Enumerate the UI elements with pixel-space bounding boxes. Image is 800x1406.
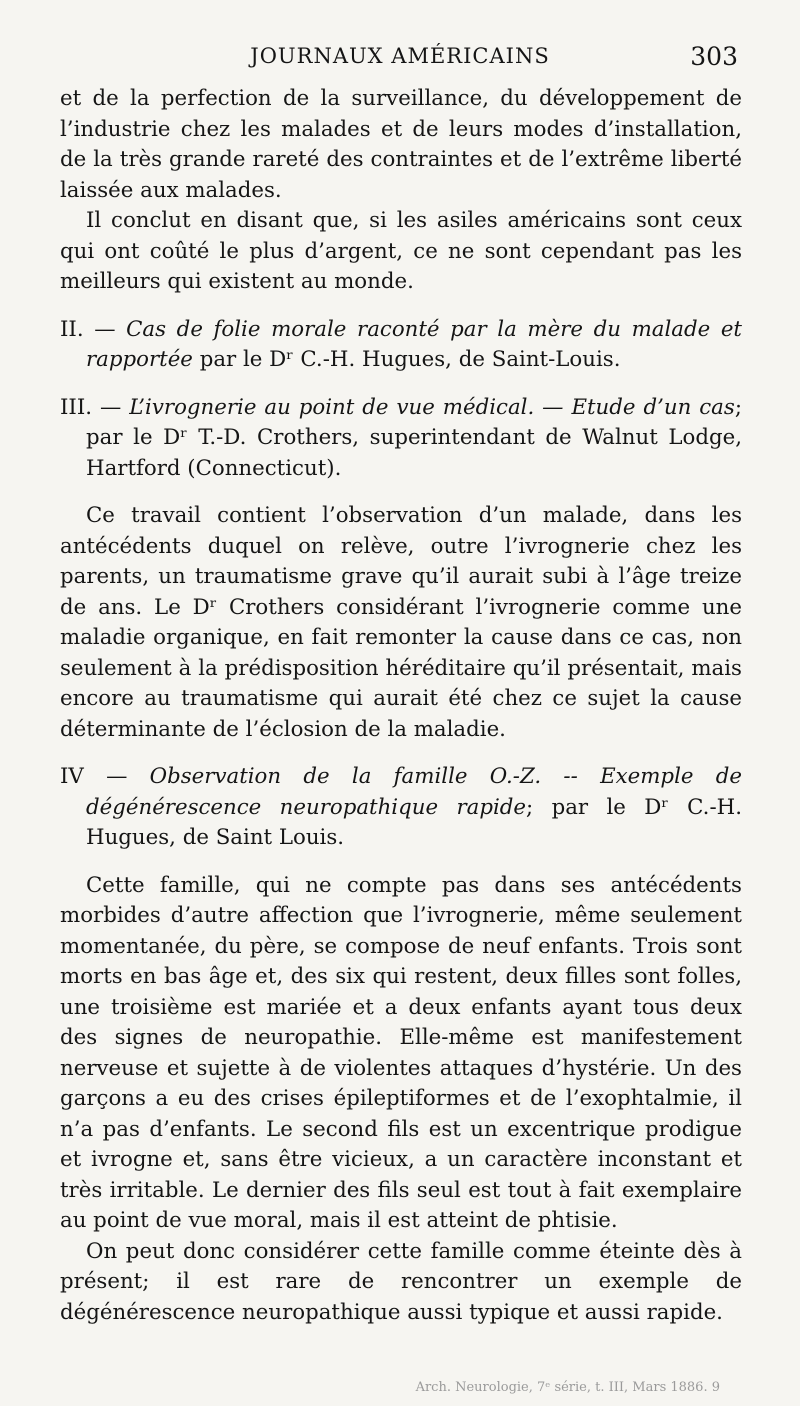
entry-title: L’ivrognerie au point de vue médical. — Etude d’un cas — [129, 394, 735, 420]
page-header — [60, 40, 740, 80]
entry-author: ; par le Dʳ T.-D. Crothers, superintendant de Walnut Lodge, Hartford (Connecticut). — [86, 394, 742, 481]
entry-title: Observation de la famille O.-Z. -- Exemple de dégénérescence neuropathique rapide — [86, 764, 742, 820]
page-number: 303 — [690, 42, 738, 71]
entry-title: Cas de folie morale raconté par la mère du malade et rapportée — [86, 316, 742, 372]
running-title: JOURNAUX AMÉRICAINS — [250, 44, 550, 68]
entry-number: IV — — [60, 764, 150, 789]
page-footer-signature: Arch. Neurologie, 7ᵉ série, t. III, Mars 1886. 9 — [415, 1380, 720, 1395]
entry-iii — [60, 393, 742, 485]
entry-ii — [60, 315, 742, 376]
paragraph-final: On peut donc considérer cette famille comme éteinte dès à présent; il est rare de rencontrer un exemple de dégénérescence neuropathique aussi typique et aussi rapide. — [60, 1238, 742, 1325]
paragraph-crothers: Ce travail contient l’observation d’un malade, dans les antécédents duquel on relève, outre l’ivrognerie chez les parents, un traumatisme grave qu’il aurait subi à l’âge treize de ans. Le Dʳ Crothers considérant l’ivrognerie comme une maladie organique, en fait remonter la cause dans ce cas, non seulement à la prédisposition héréditaire qu’il présentait, mais encore au traumatisme qui aurait été chez ce sujet la cause déterminante de l’éclosion de la maladie. — [60, 503, 742, 742]
entry-number: III. — — [60, 394, 130, 420]
paragraph-continuation: et de la perfection de la surveillance, du développement de l’industrie chez les malades et de leurs modes d’installation, de la très grande rareté des contraintes et de l’extrême liberté laissée aux malades. — [60, 86, 742, 203]
spacer — [60, 854, 742, 871]
spacer — [60, 376, 742, 393]
spacer — [60, 745, 742, 762]
entry-author: par le Dʳ C.-H. Hugues, de Saint-Louis. — [192, 347, 621, 372]
paragraph-conclusion: Il conclut en disant que, si les asiles américains sont ceux qui ont coûté le plus d’argent, ce ne sont cependant pas les meilleurs qui existent au monde. — [60, 208, 742, 294]
spacer — [60, 298, 742, 315]
entry-author: ; par le Dʳ C.-H. Hugues, de Saint Louis. — [86, 794, 742, 850]
entry-iv — [60, 762, 742, 854]
spacer — [60, 484, 742, 501]
body-text — [60, 84, 742, 1328]
paragraph-family: Cette famille, qui ne compte pas dans ses antécédents morbides d’autre affection que l’ivrognerie, même seulement momentanée, du père, se compose de neuf enfants. Trois sont morts en bas âge et, des six qui restent, deux filles sont folles, une troisième est mariée et a deux enfants ayant tous deux des signes de neuropathie. Elle-même est manifestement nerveuse et sujette à de violentes attaques d’hystérie. Un des garçons a eu des crises épileptiformes et de l’exophtalmie, il n’a pas d’enfants. Le second fils est un excentrique prodigue et ivrogne et, sans être vicieux, a un caractère inconstant et très irritable. Le dernier des fils seul est tout à fait exemplaire au point de vue moral, mais il est atteint de phtisie. — [60, 872, 742, 1233]
entry-number: II. — — [60, 316, 127, 342]
